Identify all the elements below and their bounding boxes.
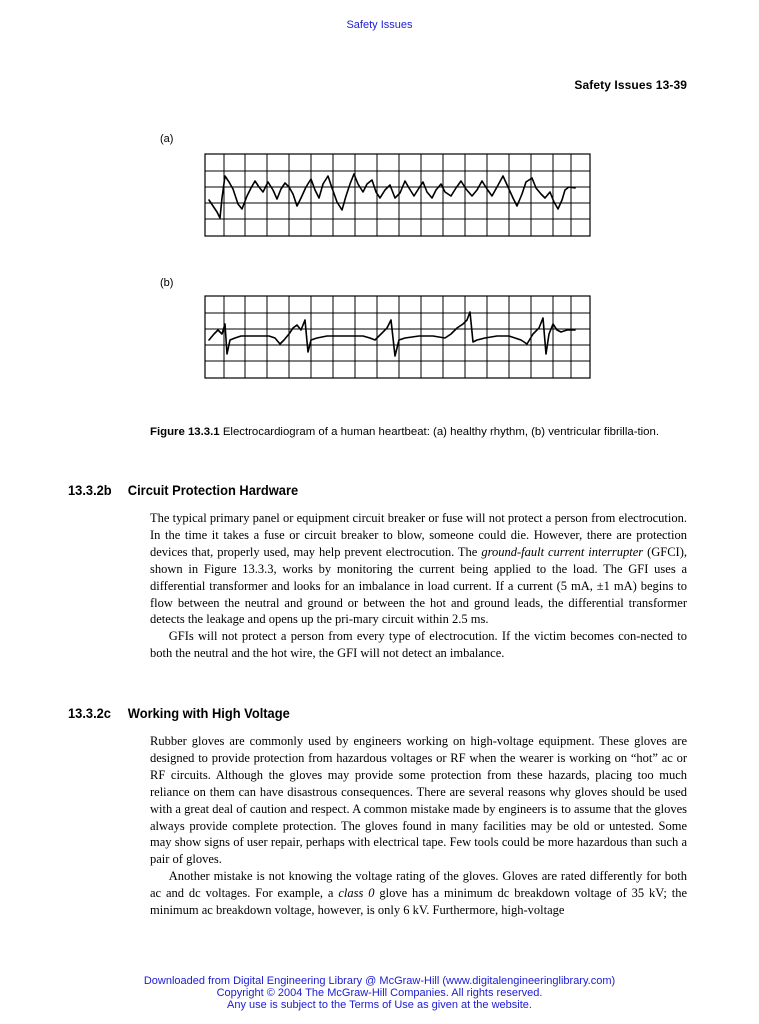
ecg-healthy-rhythm	[205, 154, 590, 236]
header-link[interactable]: Safety Issues	[346, 19, 413, 31]
footer-line-1[interactable]: Downloaded from Digital Engineering Library @ McGraw-Hill (www.digitalengineeringlibrary.com)	[143, 975, 616, 987]
ecg-frame-b	[205, 296, 590, 378]
footer-line-2: Copyright © 2004 The McGraw-Hill Companies. All rights reserved.	[216, 987, 543, 999]
section-number-c: 13.3.2c	[68, 705, 111, 721]
section-heading-b	[68, 482, 298, 498]
paragraph: Rubber gloves are commonly used by engineers working on high-voltage equipment. These gloves are designed to provide protection from hazardous voltages or RF when the wearer is working on “hot” ac or RF circuits. Although the gloves may provide some protection from these hazards, placing too much reliance on them can have disastrous consequences. There are several reasons why gloves should be used with a great deal of caution and respect. A common mistake made by engineers is to assume that the gloves always provide complete protection. The gloves found in many facilities may be old or untested. Some may show signs of user repair, perhaps with electrical tape. Few tools could be more hazardous than such a pair of gloves.	[150, 734, 687, 867]
section-heading-c	[68, 705, 290, 721]
emphasis-term: class 0	[338, 886, 375, 901]
caption-text: Electrocardiogram of a human heartbeat: (a) healthy rhythm, (b) ventricular fibrilla-tion.	[222, 426, 660, 438]
figure-caption	[150, 424, 690, 440]
footer-line-3[interactable]: Any use is subject to the Terms of Use as given at the website.	[227, 999, 532, 1011]
section-body-c	[150, 733, 687, 919]
panel-b-label: (b)	[160, 277, 174, 289]
section-title-c: Working with High Voltage	[127, 705, 290, 721]
paragraph	[150, 510, 687, 628]
caption-label: Figure 13.3.1	[150, 426, 220, 438]
text-run: glove has a minimum dc breakdown voltage of 35 kV; the minimum ac breakdown voltage, however, is only 6 kV. Furthermore, high-voltage	[150, 886, 688, 918]
section-body-b	[150, 510, 687, 662]
text-run: The typical primary panel or equipment circuit breaker or fuse will not protect a person from electrocution. In the time it takes a fuse or circuit breaker to blow, someone could die. However, there are protection devices that, properly used, may help prevent electrocution. The	[150, 511, 687, 559]
text-run: (GFCI), shown in Figure 13.3.3, works by monitoring the current being applied to the load. The GFI uses a differential transformer and looks for an imbalance in load current. If a current (5 mA, ±1 mA) begins to flow between the neutral and ground or between the hot and ground leads, the differential transformer detects the leakage and opens up the pri-mary circuit within 2.5 ms.	[150, 544, 687, 627]
ecg-grid-b	[205, 296, 590, 378]
footer-notice[interactable]	[0, 975, 759, 1011]
panel-a-label: (a)	[160, 133, 174, 145]
emphasis-term: ground-fault current interrupter	[481, 544, 644, 559]
running-head: Safety Issues 13-39	[574, 78, 687, 92]
paragraph	[150, 868, 687, 919]
paragraph: GFIs will not protect a person from every type of electrocution. If the victim becomes con-nected to both the neutral and the hot wire, the GFI will not detect an imbalance.	[150, 629, 687, 661]
ecg-trace-healthy	[209, 174, 575, 218]
ecg-trace-fibrillation	[209, 312, 575, 356]
section-title-b: Circuit Protection Hardware	[127, 482, 299, 498]
ecg-ventricular-fibrillation	[205, 296, 590, 378]
text-run: Another mistake is not knowing the voltage rating of the gloves. Gloves are rated differently for both ac and dc voltages. For example, a	[150, 869, 687, 901]
section-number-b: 13.3.2b	[68, 482, 112, 498]
